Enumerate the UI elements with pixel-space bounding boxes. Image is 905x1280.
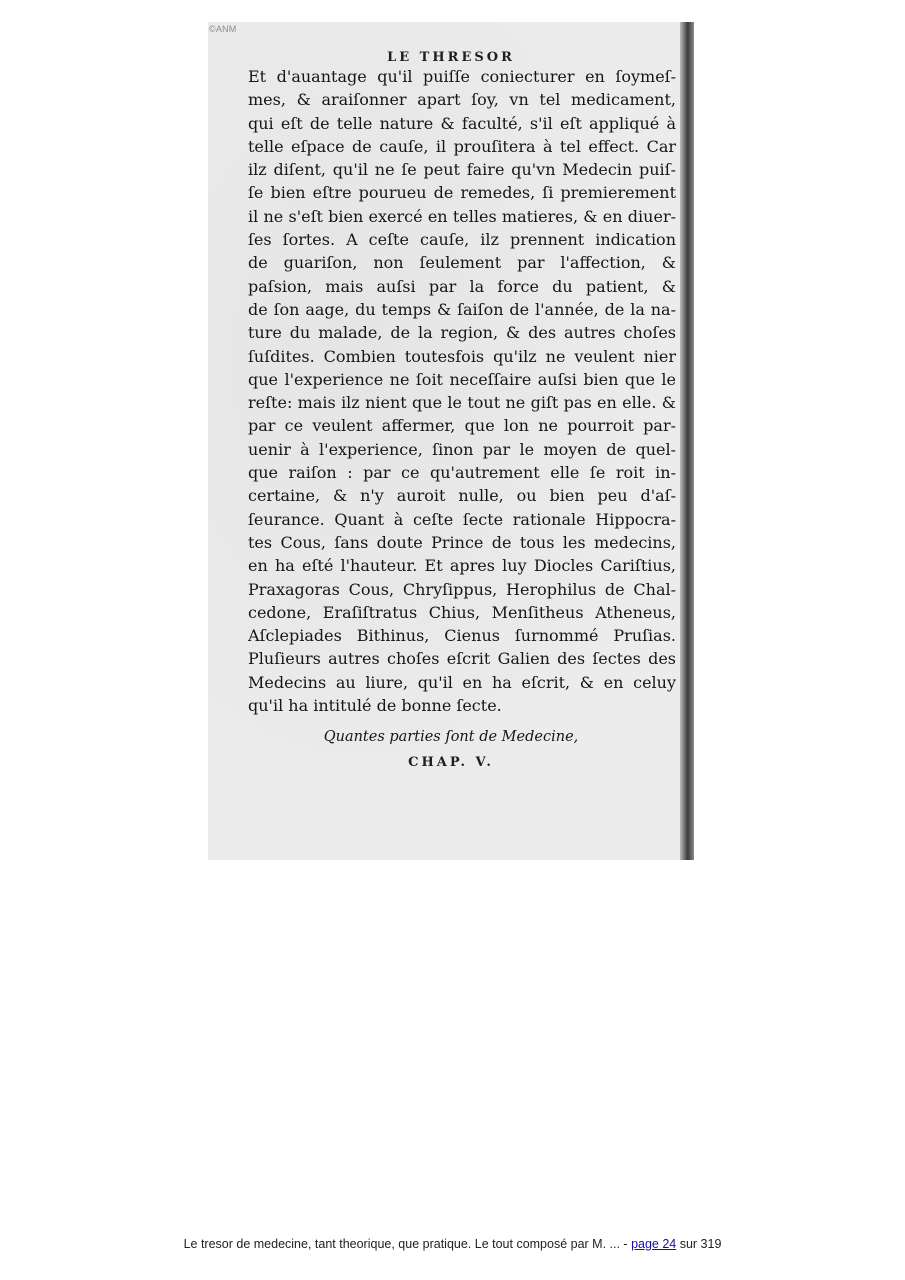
text-line: de ſon aage, du temps & ſaiſon de l'année, de la na- [248,299,676,319]
body-text [248,65,676,717]
text-line: mes, & araiſonner apart ſoy, vn tel medicament, [248,90,676,110]
running-head: LE THRESOR [387,50,515,65]
page-link[interactable]: page 24 [631,1237,677,1251]
text-line: Et d'auantage qu'il puiſſe coniecturer en ſoymeſ- [248,67,676,86]
text-line: ſe bien eſtre pourueu de remedes, ſi premierement [248,183,676,203]
text-line: qui eſt de telle nature & faculté, s'il eſt appliqué à [248,113,676,133]
chapter-number: CHAP. V. [408,755,494,770]
text-line: que l'experience ne ſoit neceſſaire auſsi bien que le [248,369,676,389]
text-line: Pluſieurs autres choſes eſcrit Galien des ſectes des [248,649,676,669]
text-line: certaine, & n'y auroit nulle, ou bien peu d'aſ- [248,486,676,506]
text-line: reſte: mais ilz nient que le tout ne giſt pas en elle. & [248,393,676,413]
text-line: ſeurance. Quant à ceſte ſecte rationale Hippocra- [248,509,676,529]
footer-page-count: sur 319 [676,1237,722,1251]
text-line: ilz diſent, qu'il ne ſe peut faire qu'vn Medecin puiſ- [248,160,676,180]
text-line: cedone, Eraſiſtratus Chius, Menſitheus Atheneus, [248,602,676,622]
text-line: par ce veulent affermer, que lon ne pourroit par- [248,416,676,436]
text-line: il ne s'eſt bien exercé en telles matieres, & en diuer- [248,206,676,226]
text-line: que raiſon : par ce qu'autrement elle ſe roit in- [248,463,676,483]
text-line: en ha eſté l'hauteur. Et apres luy Diocles Cariſtius, [248,556,676,576]
text-line: telle eſpace de cauſe, il prouſitera à tel effect. Car [248,136,676,156]
text-line: ſes ſortes. A ceſte cauſe, ilz prennent indication [248,230,676,250]
text-line: Medecins au liure, qu'il en ha eſcrit, & en celuy [248,672,676,692]
text-line: ture du malade, de la region, & des autres choſes [248,323,676,343]
text-line: tes Cous, ſans doute Prince de tous les medecins, [248,532,676,552]
watermark: ©ANM [209,24,237,34]
footer-title: Le tresor de medecine, tant theorique, que pratique. Le tout composé par M. ... - [183,1237,632,1251]
text-line: qu'il ha intitulé de bonne ſecte. [248,696,502,716]
text-line: Aſclepiades Bithinus, Cienus ſurnommé Pruſias. [248,626,676,646]
text-line: ſuſdites. Combien toutesfois qu'ilz ne veulent nier [248,346,676,366]
text-line: uenir à l'experience, ſinon par le moyen de quel- [248,439,676,459]
chapter-title: Quantes parties ſont de Medecine, [323,729,579,745]
text-line: paſsion, mais auſsi par la force du patient, & [248,276,676,296]
text-line: Praxagoras Cous, Chryſippus, Herophilus de Chal- [248,579,676,599]
scanned-page [208,22,694,860]
page-footer [0,1237,905,1251]
text-line: de guariſon, non ſeulement par l'affection, & [248,253,676,273]
